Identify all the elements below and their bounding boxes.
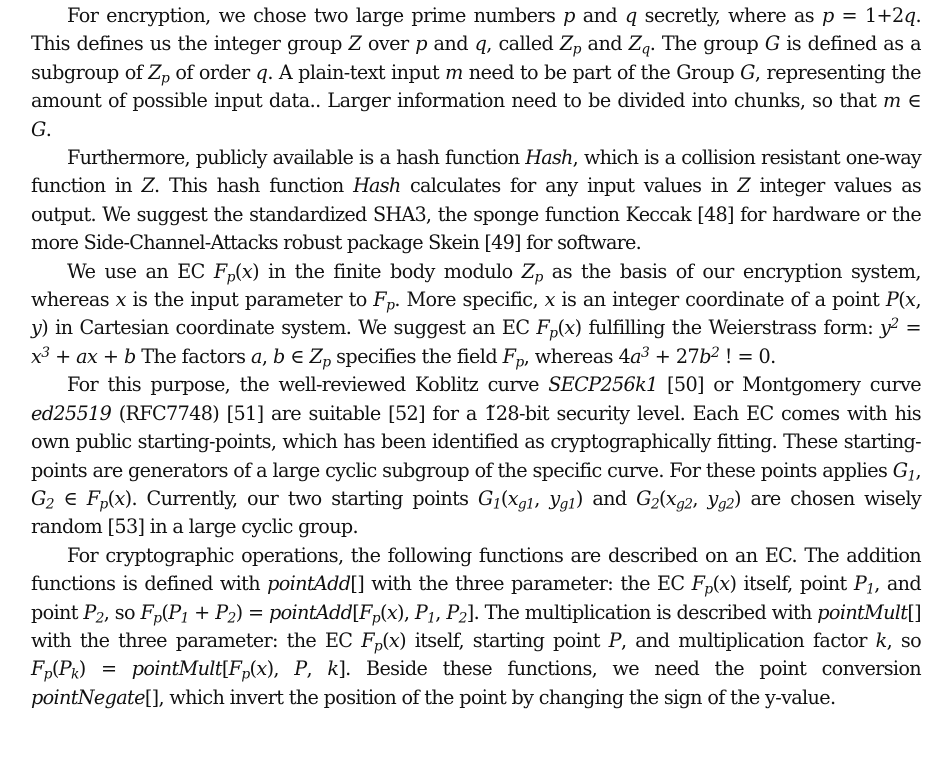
math-symbol: x — [388, 628, 400, 652]
math-symbol: $y^2$ — [880, 316, 899, 340]
math-symbol: $Z_p$ — [559, 32, 581, 58]
paragraph-encryption-primes: For encryption, we chose two large prime numbers p and q secretly, where as p = 1+2q. This defines us the integer group Z over p and q, called $Z_p$ and $Z_q$. The group G is defined as a subgroup of $Z_p$ of order q. A plain-text input m need to be part of the Group G, representing the amount of possible input data.. Larger information need to be divided into chunks, so that m ∈ G. — [31, 4, 922, 141]
math-symbol: b — [123, 344, 136, 368]
math-symbol: $P_2$ — [446, 600, 467, 626]
math-symbol: $F_p$ — [691, 572, 713, 598]
math-symbol: b — [272, 344, 285, 368]
math-symbol: x — [256, 657, 267, 681]
math-symbol: G — [31, 117, 46, 141]
math-symbol: x — [905, 288, 916, 312]
paragraph-hash-function: Furthermore, publicly available is a hash function Hash, which is a collision resistant one-way function in Z. This hash function Hash calculates for any input values in Z integer values as output. We suggest the standardized SHA3, the sponge function Keccak [48] for hardware or the more Side-Channel-Attacks robust package Skein [49] for software. — [31, 146, 921, 255]
math-symbol: Hash — [353, 174, 401, 198]
math-symbol: p — [563, 4, 575, 27]
paragraph-elliptic-curve: We use an EC $F_p(x)$ in the finite body modulo $Z_p$ as the basis of our encryption system, whereas x is the input parameter to $F_p$. More specific, x is an integer coordinate of a point P(x, y) in Cartesian coordinate system. We suggest an EC $F_p(x)$ fulfilling the Weierstrass form: $y^2 = x^3$ + ax + b The factors a, b ∈ $Z_p$ specifies the field $F_p$, whereas $4a^3 + 27b^2$ ! = 0. — [31, 259, 922, 371]
math-symbol: $G_1$ — [478, 486, 501, 513]
math-symbol: ax — [76, 344, 98, 368]
math-symbol: pointMult — [131, 657, 222, 681]
math-symbol: $P_1$ — [853, 572, 875, 598]
math-symbol: q — [474, 32, 487, 56]
math-symbol: x — [115, 288, 126, 312]
math-symbol: P — [608, 628, 621, 652]
math-symbol: Z — [141, 174, 155, 198]
math-symbol: q — [255, 60, 268, 84]
math-symbol: x — [241, 259, 253, 283]
math-symbol: m — [882, 89, 901, 113]
curve-name: SECP256k1 — [548, 373, 658, 397]
math-symbol: $Z_p$ — [521, 259, 543, 286]
math-symbol: $y_{g1}$ — [549, 486, 576, 513]
math-symbol: Hash — [525, 146, 573, 170]
math-symbol: x — [386, 600, 398, 624]
math-symbol: y — [31, 316, 42, 340]
math-symbol: x — [114, 486, 125, 510]
math-symbol: pointAdd — [269, 600, 353, 624]
math-symbol: $F_p$ — [31, 657, 52, 683]
math-symbol: $Z_q$ — [628, 32, 650, 58]
math-symbol: $Z_p$ — [309, 344, 331, 371]
math-symbol: $P_k$ — [58, 657, 79, 683]
math-symbol: $G_2$ — [636, 486, 659, 513]
paragraph-ec-operations: For cryptographic operations, the following functions are described on an EC. The addition functions is defined with pointAdd[] with the three parameter: the EC $F_p(x)$ itself, point $P_1$, and point $P_2$, so $F_p(P_1 + P_2)$ = $pointAdd[F_p(x)$, $P_1$, $P_2$]. The multiplication is described with pointMult[] with the three parameter: the EC $F_p(x)$ itself, starting point P, and multiplication factor k, so $F_p(P_k)$ = $pointMult[F_p(x)$, P, k]. Beside these functions, we need the point conversion pointNegate[], which invert the position of the point by changing the sign of the y-value. — [31, 543, 922, 709]
math-symbol: G — [740, 60, 755, 84]
math-symbol: pointAdd — [267, 572, 351, 596]
math-symbol: $F_p$ — [361, 628, 383, 655]
paragraph-curve-choice: For this purpose, the well-reviewed Koblitz curve SECP256k1 [50] or Montgomery curve ed25519 (RFC7748) [51] are suitable [52] for a 1̃28-bit security level. Each EC comes with his own public starting-points, which has been identified as cryptographically fitting. These starting-points are generators of a large cyclic subgroup of the specific curve. For these points applies $G_1$, $G_2$ ∈ $F_p(x)$. Currently, our two starting points $G_1(x_{g1}$, $y_{g1}$) and $G_2(x_{g2}$, $y_{g2}$) are chosen wisely random [53] in a large cyclic group. — [31, 373, 922, 539]
math-symbol: $G_2$ — [31, 486, 54, 513]
math-symbol: $F_p$ — [213, 259, 235, 286]
curve-name: ed25519 — [31, 401, 112, 425]
math-symbol: $P_1$ — [168, 600, 189, 626]
math-symbol: $F_p$ — [536, 316, 558, 342]
math-symbol: k — [327, 657, 339, 681]
math-symbol: G — [764, 32, 780, 56]
math-symbol: P — [885, 288, 899, 312]
math-symbol: Z — [737, 174, 750, 198]
math-symbol: q — [903, 4, 916, 27]
math-symbol: $F_p$ — [86, 486, 108, 513]
math-symbol: $y_{g2}$ — [707, 486, 735, 513]
math-symbol: $F_p$ — [140, 600, 162, 626]
math-symbol: $x_{g1}$ — [507, 486, 535, 513]
math-symbol: $Z_p$ — [148, 60, 170, 87]
math-symbol: q — [625, 4, 637, 27]
math-symbol: $P_1$ — [414, 600, 436, 626]
math-symbol: x — [544, 288, 555, 312]
math-symbol: $F_p$ — [228, 657, 250, 683]
math-symbol: pointMult — [817, 600, 908, 624]
math-symbol: $x_{g2}$ — [665, 486, 693, 513]
math-symbol: $F_p$ — [359, 600, 380, 626]
math-symbol: Z — [348, 32, 362, 56]
math-symbol: $F_p$ — [373, 288, 395, 314]
math-symbol: $G_1$ — [892, 458, 916, 484]
math-symbol: $P_2$ — [83, 600, 104, 626]
math-symbol: $P_2$ — [215, 600, 236, 626]
math-symbol: P — [294, 657, 307, 681]
math-symbol: x — [564, 316, 575, 340]
math-symbol: m — [445, 60, 463, 84]
math-symbol: $b^2$ — [699, 344, 720, 368]
math-symbol: $x^3$ — [31, 344, 50, 368]
math-symbol: p — [821, 4, 834, 27]
math-symbol: x — [719, 572, 730, 596]
math-symbol: pointNegate — [31, 685, 145, 709]
math-symbol: k — [875, 628, 887, 652]
math-symbol: $a^3$ — [630, 344, 650, 368]
math-symbol: a — [250, 344, 262, 368]
math-symbol: $F_p$ — [502, 344, 524, 371]
math-symbol: p — [415, 32, 427, 56]
